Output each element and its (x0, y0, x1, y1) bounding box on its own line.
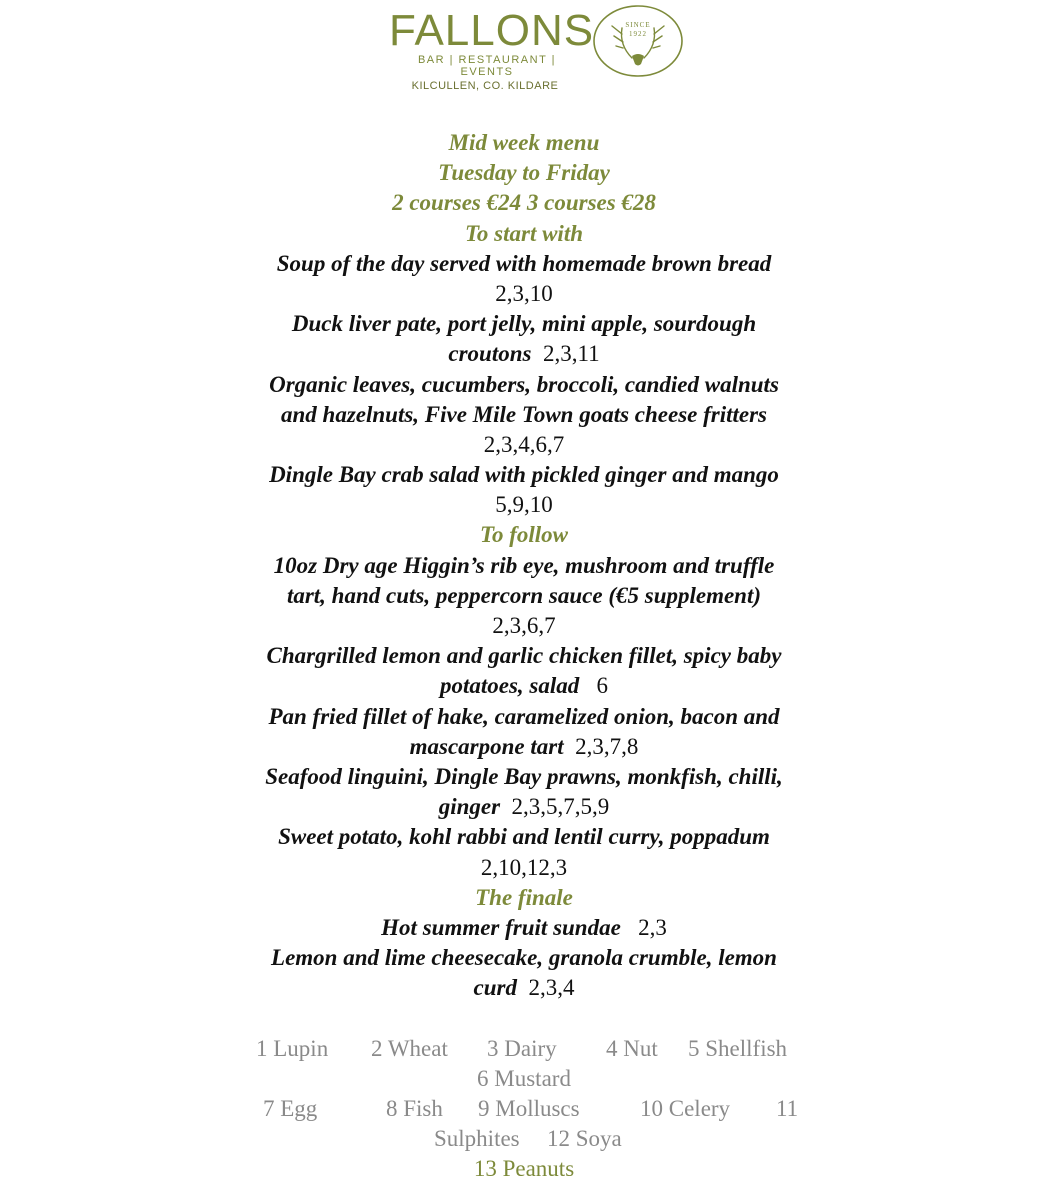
svg-text:SINCE: SINCE (625, 21, 651, 29)
brand-tagline: BAR | RESTAURANT | EVENTS (417, 54, 557, 78)
menu-item-line: Seafood linguini, Dingle Bay prawns, monkfish, chilli, (265, 763, 783, 789)
allergen-codes: 5,9,10 (495, 492, 553, 518)
allergen-key-row (0, 1094, 1048, 1124)
allergen-codes: 2,3,4,6,7 (483, 431, 565, 457)
allergen-key-item: 11 (776, 1096, 799, 1121)
allergen-key-item: 7 Egg (263, 1096, 318, 1121)
allergen-key-item: 3 Dairy (487, 1036, 557, 1061)
section-heading-mains: To follow (480, 522, 568, 548)
allergen-key-row (0, 1124, 1048, 1154)
allergen-codes: 6 (596, 673, 609, 699)
allergen-key-item: 4 Nut (606, 1036, 658, 1061)
menu-item-text: curd (473, 975, 517, 1001)
menu-item-text: mascarpone tart (409, 733, 564, 759)
section-heading-starters: To start with (464, 220, 584, 246)
menu-item-line: 10oz Dry age Higgin’s rib eye, mushroom and truffle (273, 552, 775, 578)
header (0, 0, 1048, 110)
menu-item-line: Pan fried fillet of hake, caramelized onion, bacon and (268, 703, 780, 729)
allergen-key-item: 12 Soya (547, 1126, 622, 1151)
allergen-codes: 2,3,4 (528, 975, 575, 1001)
allergen-key-item: 6 Mustard (477, 1066, 571, 1091)
menu-days: Tuesday to Friday (438, 160, 610, 186)
menu-title: Mid week menu (448, 130, 600, 155)
menu-pricing: 2 courses €24 3 courses €28 (392, 190, 656, 216)
allergen-key-row (0, 1154, 1048, 1184)
allergen-key-row (0, 1064, 1048, 1094)
menu-item-line (0, 339, 1048, 369)
menu-item-line: tart, hand cuts, peppercorn sauce (€5 supplement) (286, 582, 762, 608)
allergen-key-item: 9 Molluscs (478, 1096, 580, 1121)
menu-item-line: Organic leaves, cucumbers, broccoli, candied walnuts (269, 371, 779, 397)
allergen-key-item: Sulphites (434, 1126, 520, 1151)
menu-item-text: potatoes, salad (439, 673, 580, 699)
menu-item-line: Chargrilled lemon and garlic chicken fillet, spicy baby (266, 643, 782, 669)
allergen-codes: 2,3,10 (495, 280, 553, 306)
menu-body (0, 128, 1048, 1003)
allergen-key-item: 13 Peanuts (473, 1156, 575, 1181)
brand-logo-text: FALLONS (389, 6, 595, 55)
allergen-key-item: 1 Lupin (256, 1036, 329, 1061)
stag-seal-icon (592, 4, 684, 78)
allergen-codes: 2,3,11 (542, 341, 600, 367)
allergen-key-item: 5 Shellfish (688, 1036, 788, 1061)
allergen-key-row (0, 1034, 1048, 1064)
allergen-key (0, 1034, 1048, 1184)
menu-item-text: croutons (448, 341, 532, 367)
allergen-codes: 2,3 (638, 914, 667, 940)
menu-item-text: ginger (438, 794, 501, 820)
menu-item-line (0, 671, 1048, 701)
menu-item-line (0, 913, 1048, 943)
menu-item-line: Dingle Bay crab salad with pickled ginger and mango (269, 462, 779, 488)
svg-text:1922: 1922 (629, 30, 647, 38)
location: KILCULLEN, CO. KILDARE (411, 80, 559, 92)
allergen-codes: 2,3,5,7,5,9 (511, 794, 610, 820)
allergen-key-item: 10 Celery (640, 1096, 731, 1121)
allergen-key-item: 2 Wheat (371, 1036, 448, 1061)
allergen-codes: 2,10,12,3 (480, 854, 568, 880)
section-heading-desserts: The finale (475, 884, 573, 910)
allergen-codes: 2,3,6,7 (492, 613, 556, 638)
menu-item-line (0, 973, 1048, 1003)
menu-item-text: Duck liver pate, port jelly, mini apple, sourdough (291, 311, 757, 337)
menu-item-line: Lemon and lime cheesecake, granola crumble, lemon (271, 945, 777, 971)
menu-item-line: Soup of the day served with homemade brown bread (276, 250, 772, 276)
allergen-key-item: 8 Fish (386, 1096, 443, 1121)
menu-item-line (0, 792, 1048, 822)
menu-item-line: Sweet potato, kohl rabbi and lentil curry, poppadum (278, 824, 770, 850)
menu-item-line (0, 732, 1048, 762)
menu-item-text: Hot summer fruit sundae (381, 914, 621, 940)
menu-item-line (0, 309, 1048, 339)
menu-item-line: and hazelnuts, Five Mile Town goats cheese fritters (280, 401, 768, 427)
allergen-codes: 2,3,7,8 (575, 733, 639, 759)
